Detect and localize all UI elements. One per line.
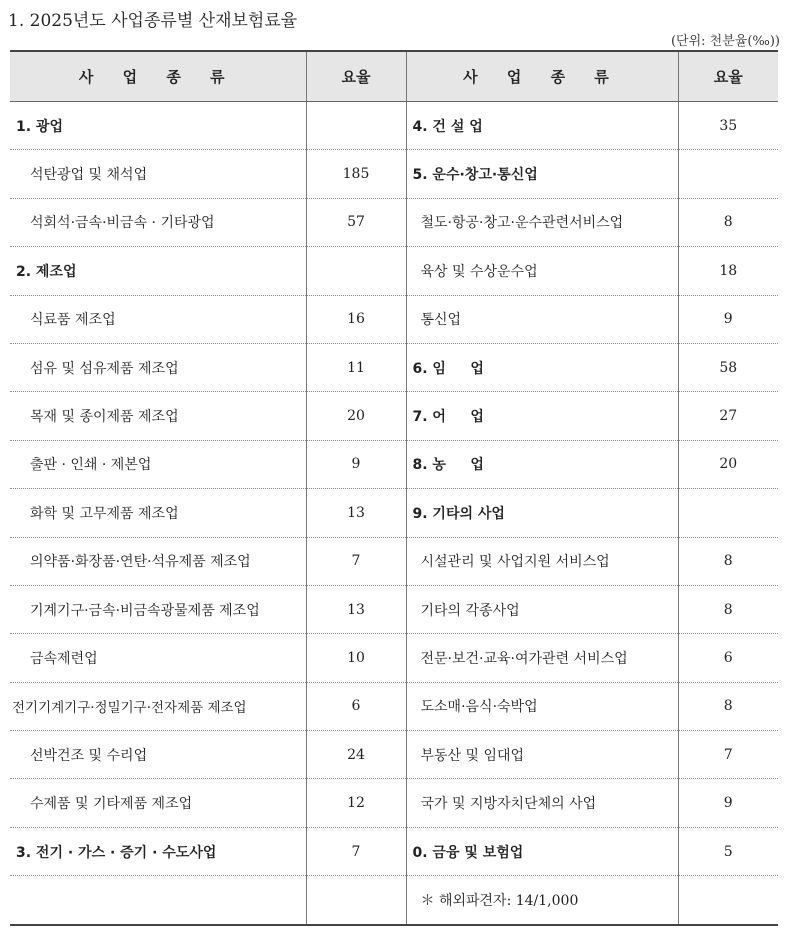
rate-cell: 20 xyxy=(306,392,406,440)
rate-cell: 8 xyxy=(678,537,778,585)
business-type-cell: 의약품·화장품·연탄·석유제품 제조업 xyxy=(10,537,306,585)
rate-cell: 12 xyxy=(306,779,406,827)
business-type-cell: 시설관리 및 사업지원 서비스업 xyxy=(406,537,678,585)
category-manufacturing: 2. 제조업 xyxy=(10,247,306,295)
rate-cell: 7 xyxy=(306,537,406,585)
table-row xyxy=(10,585,778,633)
rate-cell: 10 xyxy=(306,634,406,682)
category-transport: 5. 운수·창고·통신업 xyxy=(406,150,678,198)
business-type-cell: 수제품 및 기타제품 제조업 xyxy=(10,779,306,827)
category-fishery: 7. 어 업 xyxy=(406,392,678,440)
header-rate-left: 요율 xyxy=(306,51,406,102)
rate-cell: 35 xyxy=(678,102,778,150)
table-row xyxy=(10,440,778,488)
business-type-cell: 출판 · 인쇄 · 제본업 xyxy=(10,440,306,488)
category-agriculture: 8. 농 업 xyxy=(406,440,678,488)
table-row xyxy=(10,102,778,150)
business-type-cell: 석회석·금속·비금속 · 기타광업 xyxy=(10,198,306,246)
rate-cell: 185 xyxy=(306,150,406,198)
table-row xyxy=(10,731,778,779)
table-row xyxy=(10,343,778,391)
table-row xyxy=(10,682,778,730)
rate-cell: 8 xyxy=(678,198,778,246)
rate-cell: 8 xyxy=(678,682,778,730)
rate-cell: 57 xyxy=(306,198,406,246)
header-rate-right: 요율 xyxy=(678,51,778,102)
rate-cell: 6 xyxy=(306,682,406,730)
table-row xyxy=(10,634,778,682)
rate-cell: 8 xyxy=(678,585,778,633)
rate-cell xyxy=(678,876,778,925)
rate-cell: 7 xyxy=(306,827,406,875)
overseas-worker-note: ＊ 해외파견자: 14/1,000 xyxy=(406,876,678,925)
business-type-cell: 전문·보건·교육·여가관련 서비스업 xyxy=(406,634,678,682)
business-type-cell: 통신업 xyxy=(406,295,678,343)
business-type-cell: 화학 및 고무제품 제조업 xyxy=(10,489,306,537)
rate-cell xyxy=(306,876,406,925)
page-title: 1. 2025년도 사업종류별 산재보험료율 xyxy=(8,11,298,31)
rate-cell: 24 xyxy=(306,731,406,779)
business-type-cell: 철도·항공·창고·운수관련서비스업 xyxy=(406,198,678,246)
category-mining: 1. 광업 xyxy=(10,102,306,150)
business-type-cell: 전기기계기구·정밀기구·전자제품 제조업 xyxy=(10,682,306,730)
business-type-cell: 섬유 및 섬유제품 제조업 xyxy=(10,343,306,391)
unit-label: (단위: 천분율(‰)) xyxy=(670,34,780,49)
business-type-cell: 육상 및 수상운수업 xyxy=(406,247,678,295)
rate-cell xyxy=(306,247,406,295)
rate-cell: 13 xyxy=(306,585,406,633)
category-finance-insurance: 0. 금융 및 보험업 xyxy=(406,827,678,875)
rate-cell: 7 xyxy=(678,731,778,779)
table-row xyxy=(10,779,778,827)
rate-cell: 6 xyxy=(678,634,778,682)
business-type-cell: 선박건조 및 수리업 xyxy=(10,731,306,779)
rate-cell: 58 xyxy=(678,343,778,391)
business-type-cell: 목재 및 종이제품 제조업 xyxy=(10,392,306,440)
rate-cell: 5 xyxy=(678,827,778,875)
rate-cell xyxy=(678,489,778,537)
table-row xyxy=(10,247,778,295)
insurance-rate-table xyxy=(10,50,778,926)
rate-cell: 20 xyxy=(678,440,778,488)
business-type-cell: 기계기구·금속·비금속광물제품 제조업 xyxy=(10,585,306,633)
business-type-cell: 석탄광업 및 채석업 xyxy=(10,150,306,198)
business-type-cell: 식료품 제조업 xyxy=(10,295,306,343)
table-row xyxy=(10,295,778,343)
rate-cell xyxy=(306,102,406,150)
table-row xyxy=(10,827,778,875)
rate-cell: 9 xyxy=(678,295,778,343)
rate-cell: 18 xyxy=(678,247,778,295)
header-business-type-left: 사 업 종 류 xyxy=(10,51,306,102)
rate-cell: 16 xyxy=(306,295,406,343)
business-type-cell: 부동산 및 임대업 xyxy=(406,731,678,779)
rate-cell: 9 xyxy=(306,440,406,488)
business-type-cell: 금속제련업 xyxy=(10,634,306,682)
table-row xyxy=(10,537,778,585)
category-other-business: 9. 기타의 사업 xyxy=(406,489,678,537)
empty-cell xyxy=(10,876,306,925)
table-row xyxy=(10,489,778,537)
category-forestry: 6. 임 업 xyxy=(406,343,678,391)
rate-cell: 27 xyxy=(678,392,778,440)
header-business-type-right: 사 업 종 류 xyxy=(406,51,678,102)
rate-cell: 9 xyxy=(678,779,778,827)
category-construction: 4. 건 설 업 xyxy=(406,102,678,150)
rate-cell: 11 xyxy=(306,343,406,391)
business-type-cell: 도소매·음식·숙박업 xyxy=(406,682,678,730)
business-type-cell: 기타의 각종사업 xyxy=(406,585,678,633)
business-type-cell: 국가 및 지방자치단체의 사업 xyxy=(406,779,678,827)
table-row xyxy=(10,150,778,198)
table-row xyxy=(10,392,778,440)
table-row xyxy=(10,198,778,246)
rate-cell xyxy=(678,150,778,198)
table-row xyxy=(10,876,778,925)
category-utilities: 3. 전기 · 가스 · 증기 · 수도사업 xyxy=(10,827,306,875)
rate-cell: 13 xyxy=(306,489,406,537)
table-header-row xyxy=(10,51,778,102)
